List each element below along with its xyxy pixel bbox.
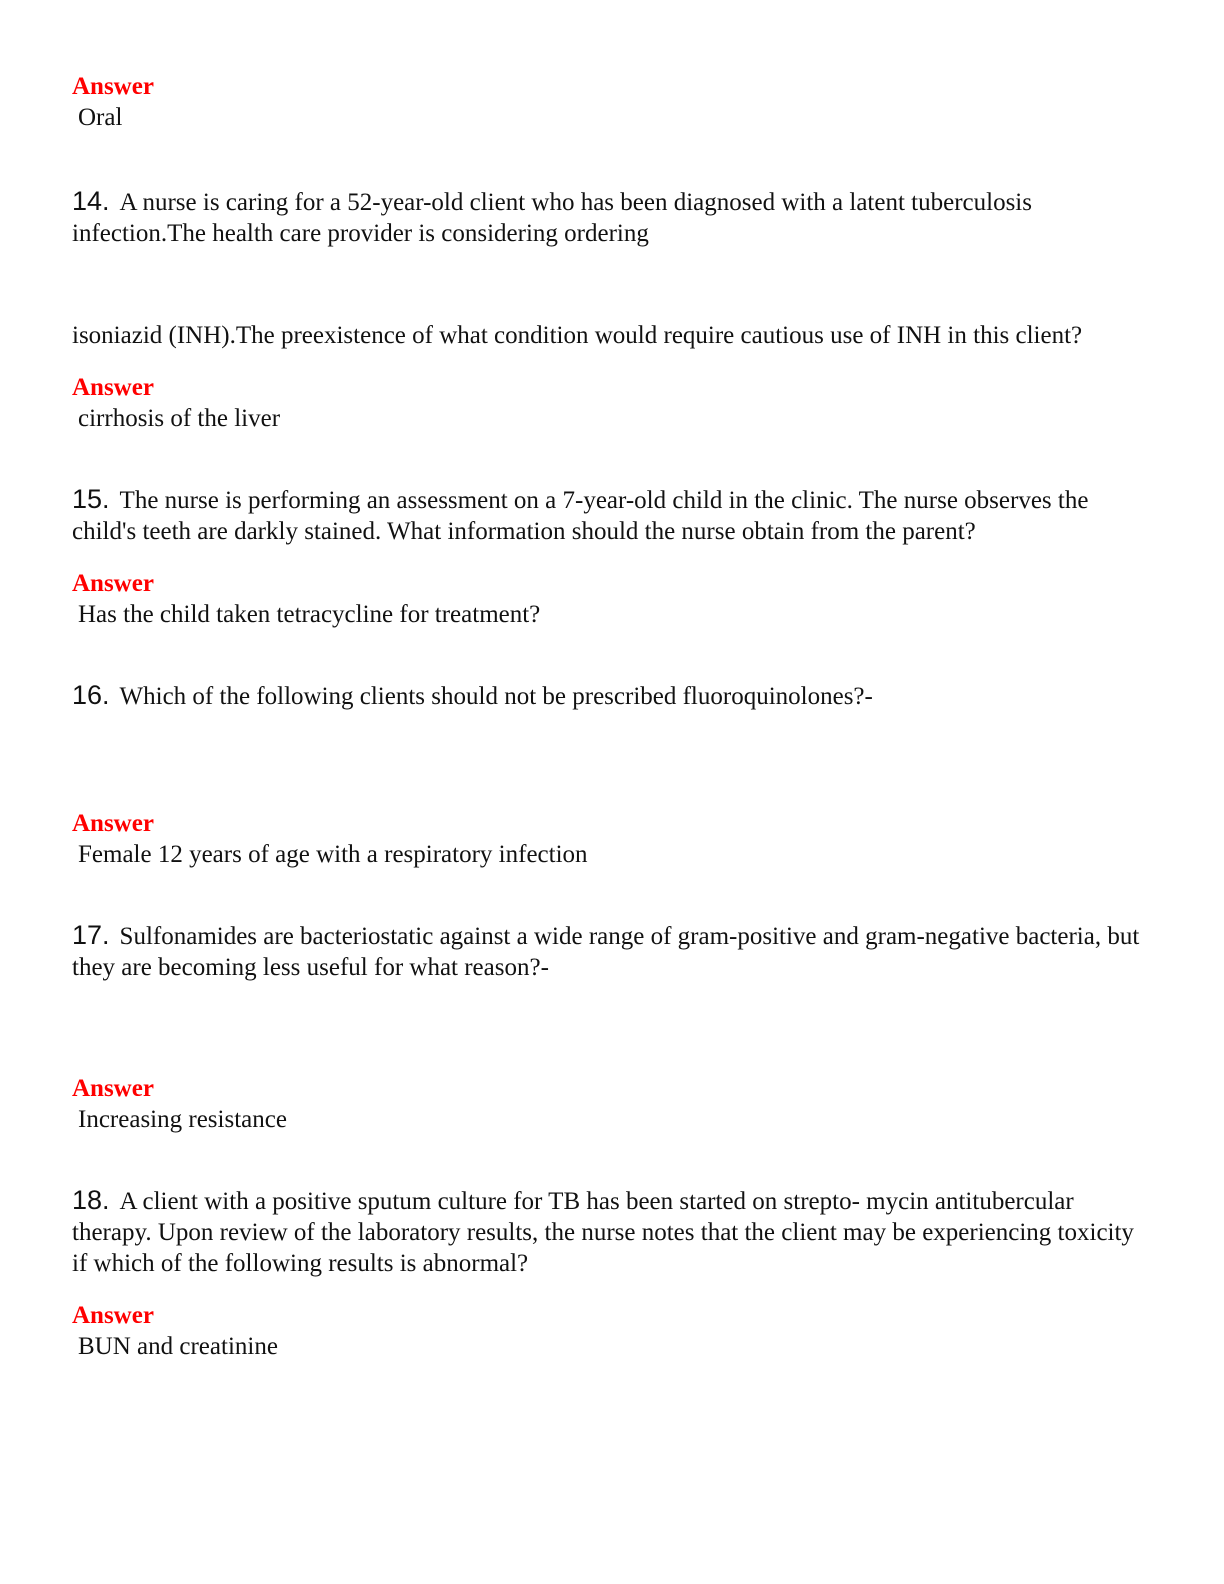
answer-text: cirrhosis of the liver [78, 405, 281, 432]
answer-text: Oral [78, 104, 123, 131]
question-number: 16. [72, 680, 110, 710]
question-text: A nurse is caring for a 52-year-old client who has been diagnosed with a latent tuberculosis infection.The health care provider is considering ordering [72, 189, 1032, 247]
answer-text: Increasing resistance [78, 1106, 287, 1133]
answer-heading: Answer [72, 810, 154, 837]
question-text: Sulfonamides are bacteriostatic against a wide range of gram-positive and gram-negative bacteria, but they are becoming less useful for what reason?- [72, 923, 1140, 981]
answer-heading: Answer [72, 374, 154, 401]
answer-heading: Answer [72, 1075, 154, 1102]
question-15 [72, 484, 1152, 547]
question-14 [72, 186, 1152, 249]
question-14-continued: isoniazid (INH).The preexistence of what condition would require cautious use of INH in this client? [72, 322, 1083, 349]
question-18 [72, 1185, 1152, 1279]
question-number: 15. [72, 484, 110, 514]
question-17 [72, 920, 1152, 983]
question-text: Which of the following clients should not be prescribed fluoroquinolones?- [119, 683, 873, 710]
answer-text: Has the child taken tetracycline for treatment? [78, 601, 541, 628]
answer-heading: Answer [72, 570, 154, 597]
answer-heading: Answer [72, 73, 154, 100]
question-text: A client with a positive sputum culture for TB has been started on strepto- mycin antitubercular therapy. Upon review of the laboratory results, the nurse notes that the client may be experiencing toxicity if which of the following results is abnormal? [72, 1188, 1134, 1277]
answer-text: BUN and creatinine [78, 1333, 278, 1360]
answer-heading: Answer [72, 1302, 154, 1329]
question-number: 14. [72, 186, 110, 216]
question-text: The nurse is performing an assessment on a 7-year-old child in the clinic. The nurse observes the child's teeth are darkly stained. What information should the nurse obtain from the parent? [72, 487, 1089, 545]
answer-text: Female 12 years of age with a respiratory infection [78, 841, 588, 868]
question-16 [72, 680, 1152, 712]
document-page [72, 72, 1152, 1363]
question-number: 17. [72, 920, 110, 950]
question-number: 18. [72, 1185, 110, 1215]
